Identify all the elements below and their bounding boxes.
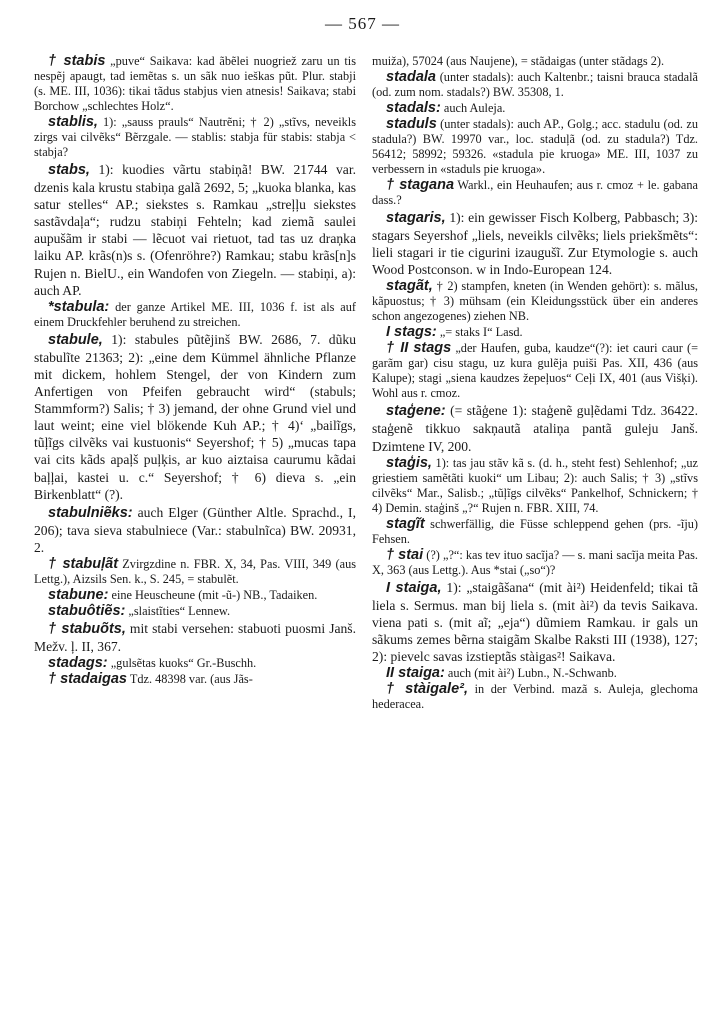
dictionary-entry — [372, 341, 698, 401]
entry-headword: stablis, — [48, 114, 98, 130]
entry-text: schwerfällig, die Füsse schleppend gehen (prs. -ĩju) Fehsen. — [372, 516, 698, 546]
entry-headword: stabs, — [48, 162, 90, 178]
entry-headword: † stagana — [386, 177, 455, 193]
dictionary-entry — [34, 620, 356, 655]
entry-headword: staduls — [386, 116, 437, 132]
dictionary-entry — [372, 517, 698, 547]
dictionary-entry — [34, 54, 356, 114]
entry-headword: stadags: — [48, 655, 108, 672]
dictionary-entry — [34, 300, 356, 330]
entry-text: Tdz. 48398 var. (aus Jãs- — [127, 672, 253, 687]
entry-headword: staģene: — [386, 403, 446, 420]
entry-text: † 2) stampfen, kneten (in Wenden gehört): s. mãlus, kãpuostus; † 3) mühsam (ein Kleidungsstück über ein anderes schon angezogenes) ziehen NB. — [372, 279, 698, 324]
entry-headword: stabulniẽks: — [48, 504, 133, 521]
entry-text: (unter stadals): auch Kaltenbr.; taisni brauca stadalã (od. zum nom. stadals?) BW. 35308, 1. — [372, 70, 698, 99]
entry-text: mit stabi versehen: stabuoti puosmi Janš. Mežv. ļ. II, 367. — [34, 620, 356, 655]
entry-headword: staģis, — [386, 454, 432, 471]
entry-headword: stabuôtiẽs: — [48, 602, 126, 619]
dictionary-entry — [34, 331, 356, 503]
entry-text: 1): stabules pũtẽjinš BW. 2686, 7. dũku stabulĩte 21363; 2): „eine dem Kümmel ähnliche Pflanze mit dickem, hohlem Stengel, der von Kindern zum Anfertigen von Pfeifen gebraucht wird“ (stabuls; Stammform?) Salis; † 3) jemand, der ohne Grund viel und laut weint; eine viel blökende Kuh AP.; † 4)ʻ „bailĩgs, tũļĩgs cilvẽks vai kustuonis“ Seyershof; † 5) „mucas tapa vai cits kãds apaļš puļķis, ar kuo aiztaisa caurumu kãdai baļļai, kastei u. c.“ Seyershof; † 6) dieva s. „ein Birkenblatt“ (?). — [34, 331, 356, 502]
dictionary-entry — [372, 548, 698, 578]
dictionary-entry — [34, 504, 356, 556]
entry-headword: † stàigale², — [386, 681, 468, 698]
dictionary-entry — [34, 557, 356, 587]
entry-headword: stabune: — [48, 586, 109, 603]
entry-headword: stagĩt — [386, 515, 425, 532]
dictionary-entry — [34, 161, 356, 299]
entry-text: „puve“ Saikava: kad ãbẽlei nuogriež zaru un tis nespẽj apaugt, tad iemẽtas s. un sãk nuo ieškas pũt. Plur. stabji (s. ME. III, 1036): tikai tãdus stabjus vien atnesis! Saikava; stabi Borchow „schlechtes Holz“. — [34, 54, 356, 113]
dictionary-entry — [34, 672, 356, 687]
dictionary-entry — [372, 666, 698, 681]
dictionary-entry — [34, 588, 356, 603]
entry-headword: † stabuļãt — [48, 555, 119, 572]
dictionary-entry — [372, 178, 698, 208]
left-column — [34, 54, 356, 688]
entry-text: (= stãģene 1): staģenẽ guļẽdami Tdz. 36422. staģenẽ tikkuo sakņautã ataliņa pantã guleju Janš. Dzimtene IV, 200. — [372, 403, 698, 454]
dictionary-entry — [372, 682, 698, 712]
dictionary-entry — [372, 209, 698, 278]
dictionary-entry — [372, 579, 698, 665]
entry-text: 1): kuodies vãrtu stabiņã! BW. 21744 var. dzenis kala krustu stabiņa galã 2692, 5; „kuoka blanka, kas satur stelles“ AP.; siekstes s. Ramkau „streļļu siekstes sastãvdaļa“; rudzu stabiņi Fehteln; kad ziemã saulei aupušãm ir stabi — lẽcuot vai rietuot, tad tas uz draņka laiku AP. krãs(n)s s. (Ofenröhre?) Ramkau; stabu krãs[n]s Rujen n. BielU., ein Wandofen von Ziegeln. — stabiņi, a): auch AP. — [34, 162, 356, 298]
entry-text: der ganze Artikel ME. III, 1036 f. ist als auf einem Druckfehler beruhend zu streichen. — [34, 299, 356, 329]
dictionary-entry — [372, 456, 698, 516]
entry-text: auch Auleja. — [440, 101, 506, 115]
entry-text: auch (mit ài²) Lubn., N.-Schwanb. — [444, 666, 617, 681]
entry-text: (?) „?“: kas tev ituo sacĩja? — s. mani sacĩja meita Pas. X, 363 (aus Lettg.). Aus *stai („so“)? — [372, 547, 698, 577]
dictionary-entry — [372, 70, 698, 100]
dictionary-entry — [372, 325, 698, 340]
dictionary-entry — [34, 115, 356, 160]
entry-text: 1): tas jau stãv kã s. (d. h., steht fest) Sehlenhof; „uz griestiem samẽtãti kuoki“ um Libau; 2): auch Salis; † 3) „stĩvs cilvẽks“ Mar., Salisb.; „tũļĩgs cilvẽks“ Pankelhof, Schnickern; † 4) Demin. staģinš „?“ Rujen n. FBR. XIII, 74. — [372, 455, 698, 515]
entry-headword: stadals: — [386, 100, 441, 116]
entry-text: Warkl., ein Heuhaufen; aus r. cmoz + le. gabana dass.? — [372, 178, 698, 207]
entry-text: „slaistĩties“ Lennew. — [125, 603, 231, 618]
entry-headword: stagaris, — [386, 210, 446, 226]
entry-text: 1): „sauss prauls“ Nautrẽni; † 2) „stĩvs, neveikls zirgs vai cilvẽks“ Bẽrzgale. — stablis: stabja für stabis: stabja < stabja? — [34, 115, 356, 159]
dictionary-entry — [372, 101, 698, 116]
entry-headword: stadala — [386, 69, 436, 85]
dictionary-entry — [372, 117, 698, 177]
entry-headword: stagãt, — [386, 278, 433, 295]
entry-headword: *stabula: — [48, 298, 110, 315]
entry-text: „gulsẽtas kuoks“ Gr.-Buschh. — [107, 656, 257, 671]
entry-text: „= staks I“ Lasd. — [436, 325, 523, 340]
entry-headword: † II stags — [386, 340, 452, 357]
entry-headword: stabule, — [48, 331, 103, 348]
entry-headword: II staiga: — [386, 665, 445, 682]
entry-text: Zvirgzdine n. FBR. X, 34, Pas. VIII, 349 (aus Lettg.), Aizsils Sen. k., S. 245, = stabulẽt. — [34, 556, 356, 586]
dictionary-entry — [34, 604, 356, 619]
entry-headword: † stabuõts, — [48, 620, 126, 637]
entry-text: auch Elger (Günther Altle. Sprachd., I, 206); tava sieva stabulniece (Var.: stabulnĩca) BW. 20931, 2. — [34, 504, 356, 555]
entry-text: 1): „staigãšana“ (mit ài²) Heidenfeld; tikai tã liela s. Sermus. man bij liela s. (mit ài²) da tevis Saikava. viena pati s. (mit aĩ; „eja“) dũmiem Ramkau. ir gals un sãkums zemes bẽrna staigãm Skalbe Raksti III (1938), 127; 2): pievelc savas izstieptãs stàigas²! Saikava. — [372, 579, 698, 665]
dictionary-entry — [372, 54, 698, 69]
entry-text: 1): ein gewisser Fisch Kolberg, Pabbasch; 3): stagars Seyershof „liels, neveikls cilvẽks; liels priekšmẽts“: lieli stagari ir tie cigurini izaugušĩ. Zur Etymologie s. auch Wood Postconson. w in Indo-European 124. — [372, 210, 698, 278]
entry-text: in der Verbind. mazã s. Auleja, glechoma hederacea. — [372, 682, 698, 712]
entry-text: eine Heuscheune (mit -ũ-) NB., Tadaiken. — [108, 587, 318, 602]
entry-headword: † stadaigas — [48, 671, 127, 688]
entry-headword: I staiga, — [386, 579, 442, 596]
dictionary-entry — [34, 656, 356, 671]
entry-text: (unter stadals): auch AP., Golg.; acc. stadulu (od. zu stadula?) BW. 19970 var., loc. staduļã (od. zu stadula?) Tdz. 56412; 58992; 59326. «stadula pie kruoga» ME. III, 1037 zu verbessern in «staduls pie kruoga». — [372, 117, 698, 176]
right-column — [372, 54, 698, 713]
entry-headword: I stags: — [386, 324, 437, 341]
entry-text: „der Haufen, guba, kaudze“(?): iet cauri caur (= garãm gar) cisu stagu, uz kura gulẽja puiši Pas. XII, 436 (aus Kalupe); stagi „siena kaudzes žepeļuos“ Ceļi IX, 401 (aus Višķi). Wohl aus r. cmoz. — [372, 341, 699, 401]
entry-text: muiža), 57024 (aus Naujene), = stãdaigas (unter stãdags 2). — [372, 54, 665, 68]
entry-headword: † stabis — [48, 53, 106, 69]
dictionary-entry — [372, 402, 698, 454]
dictionary-entry — [372, 279, 698, 324]
page-number: — 567 — — [325, 14, 400, 33]
entry-headword: † stai — [386, 546, 424, 563]
